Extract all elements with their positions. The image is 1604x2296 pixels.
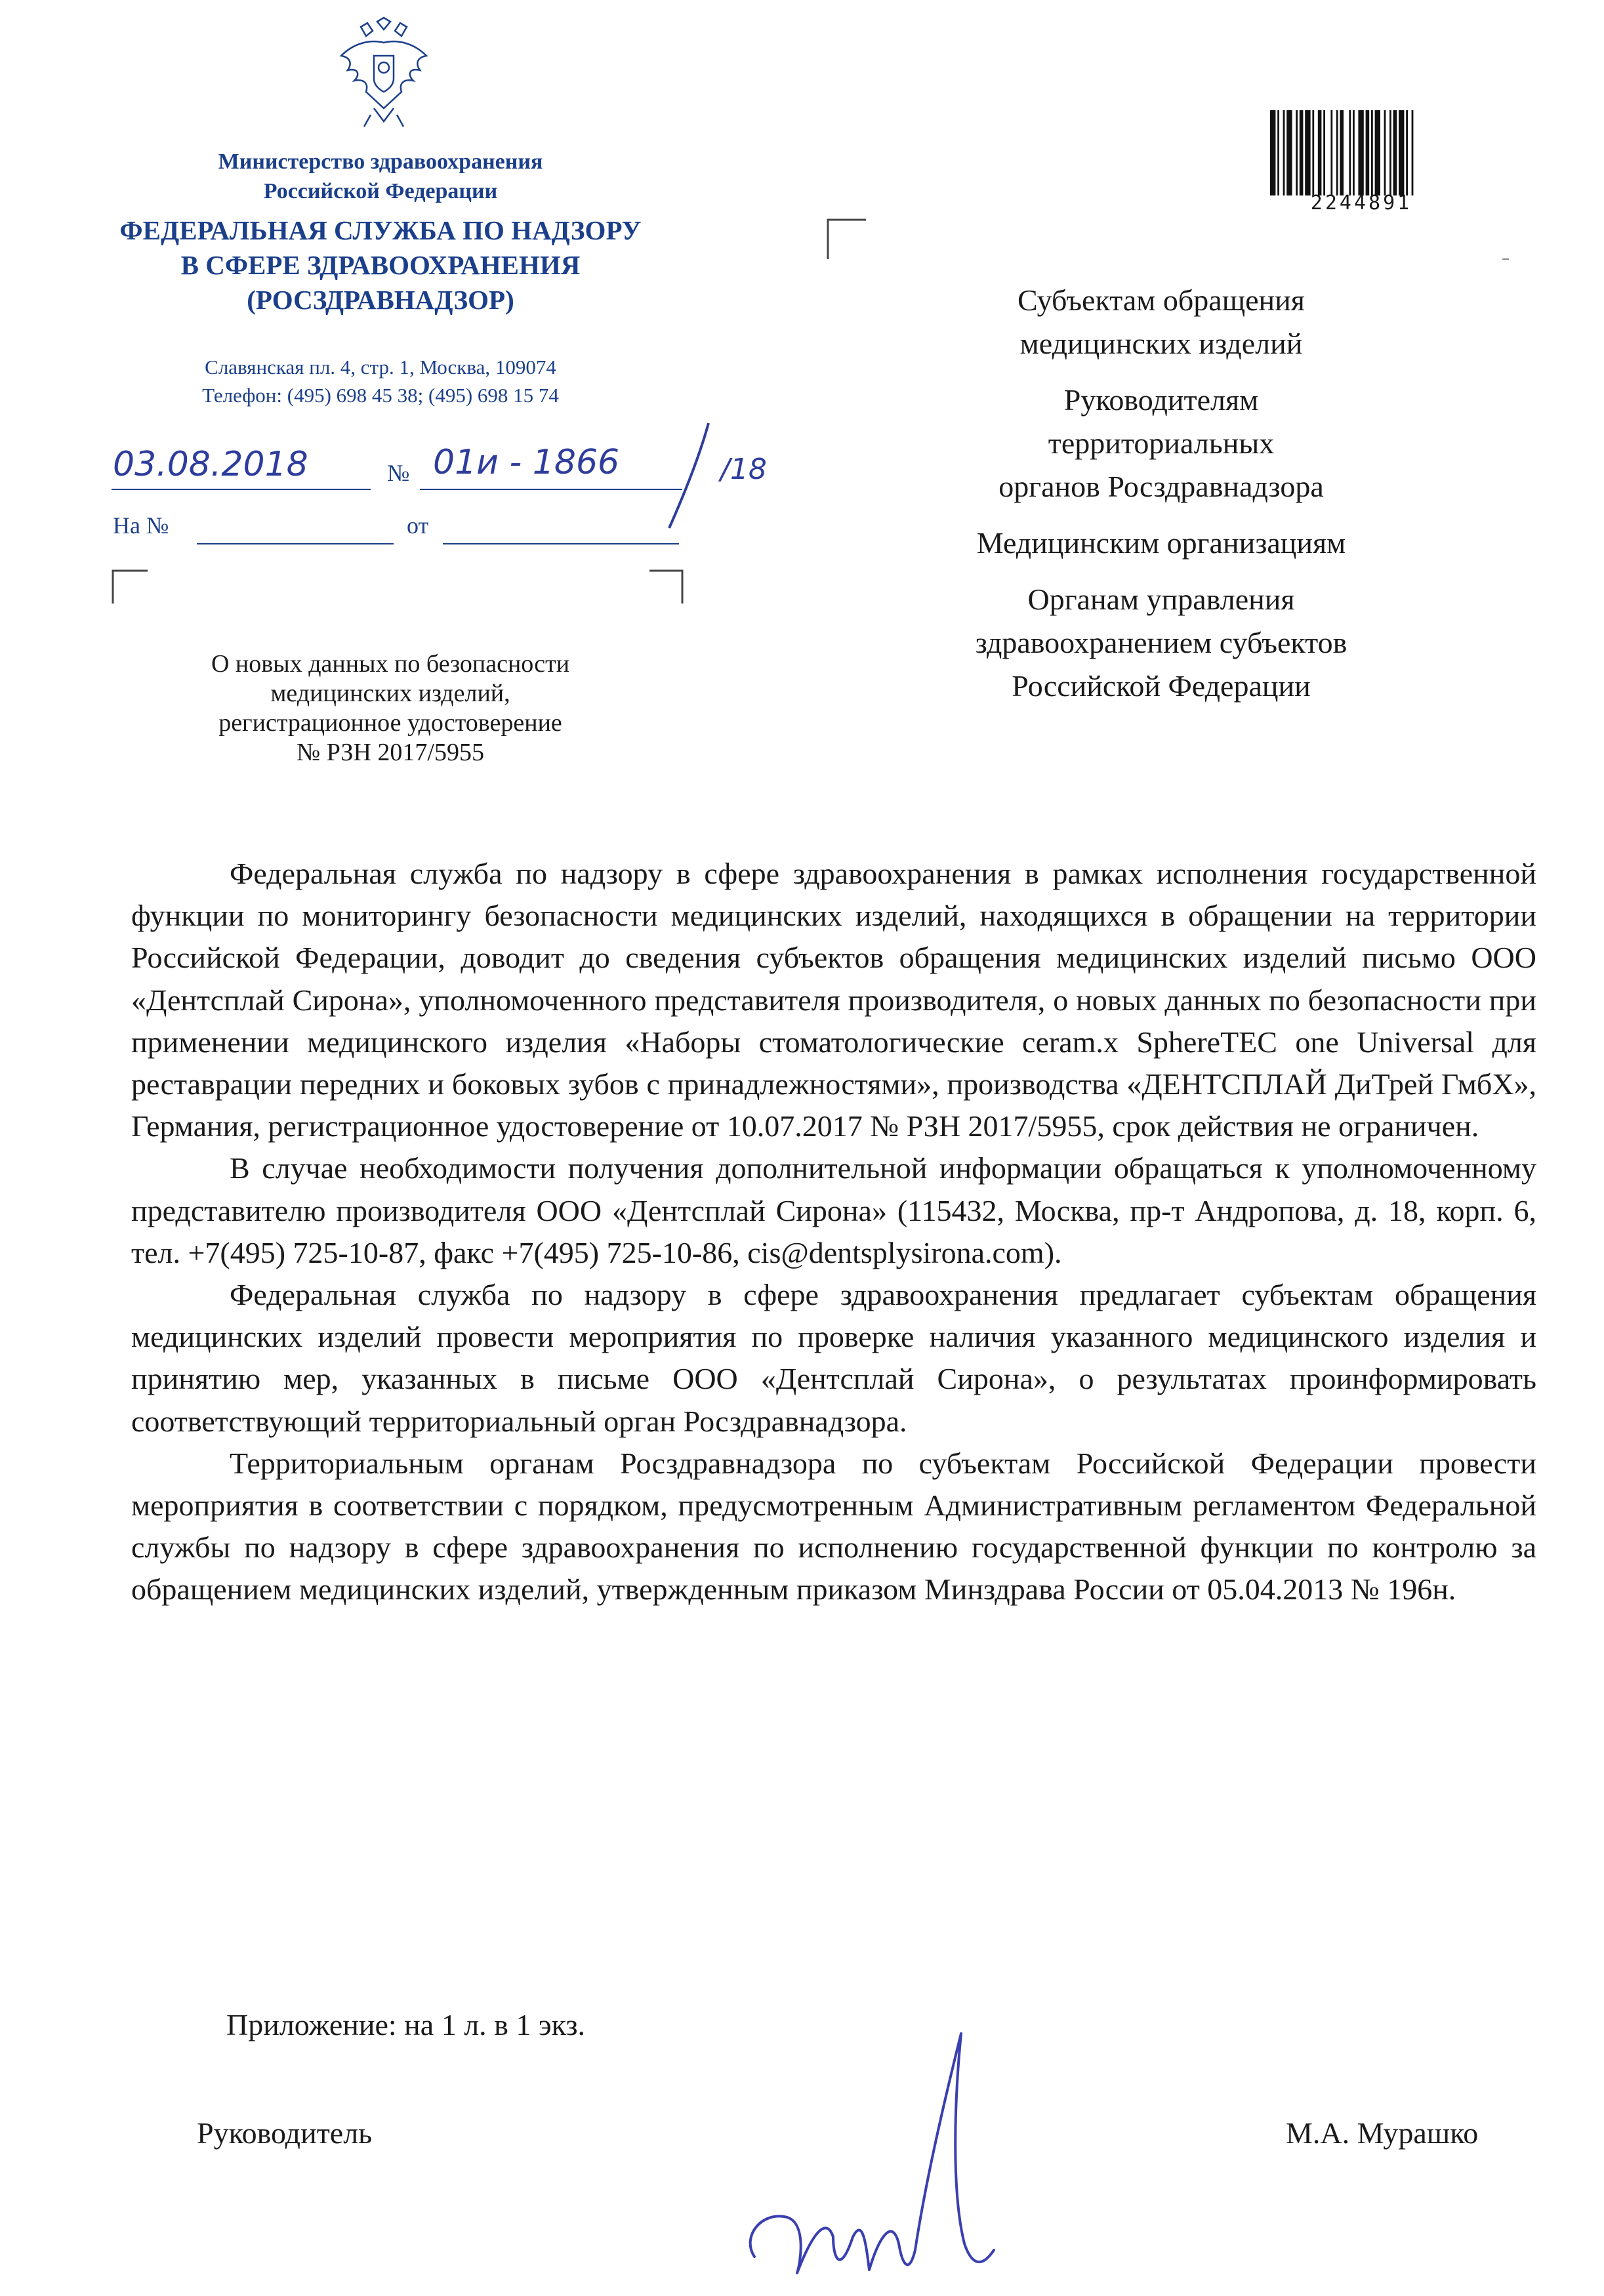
barcode-bar (1406, 110, 1408, 195)
barcode-bar (1389, 110, 1391, 195)
barcode-bar (1270, 110, 1275, 195)
subject-line3: регистрационное удостоверение (218, 709, 562, 737)
letterhead-phone: Телефон: (495) 698 45 38; (495) 698 15 74 (202, 384, 559, 407)
registration-number-label: № (387, 460, 410, 486)
addressees-block (853, 279, 1470, 721)
barcode-bar (1286, 110, 1292, 195)
body-paragraph-4: Территориальным органам Росздравнадзора по субъектам Российской Федерации провести мероприятия в соответствии с порядком, предусмотренным Административным регламентом Федеральной службы по надзору в сфере здравоохранения по исполнению государственной функции по контролю за обращением медицинских изделий, утвержденным приказом Минздрава России от 05.04.2013 № 196н. (131, 1446, 1536, 1607)
barcode-bar (1283, 110, 1285, 195)
barcode-bar (1277, 110, 1279, 195)
reference-number-line (197, 543, 394, 544)
addressee-line: территориальных (1048, 426, 1275, 460)
barcode-number: 2244891 (1310, 192, 1412, 215)
addressee-line: здравоохранением субъектов (975, 626, 1347, 659)
letterhead-address: Славянская пл. 4, стр. 1, Москва, 109074 (205, 356, 556, 379)
barcode-bar (1358, 110, 1363, 195)
addressee-line: медицинских изделий (1019, 327, 1303, 360)
addressee-line: Медицинским организациям (976, 526, 1346, 560)
registration-number: 01и - 1866 (433, 443, 620, 482)
ministry-name-line1: Министерство здравоохранения (218, 150, 543, 174)
barcode-bar (1323, 110, 1325, 195)
reference-from-label: от (407, 512, 429, 539)
barcode-bar (1353, 110, 1355, 195)
addressee-group-heads (853, 379, 1470, 508)
body-paragraph-3: Федеральная служба по надзору в сфере здравоохранения предлагает субъектам обращения медицинских изделий провести мероприятия по проверке наличия указанного медицинского изделия и принятию мер, указанных в письме ООО «Дентсплай Сирона», о результатах проинформировать соответствующий территориальный орган Росздравнадзора. (131, 1278, 1536, 1438)
service-name-line2: В СФЕРЕ ЗДРАВООХРАНЕНИЯ (180, 250, 581, 280)
reference-date-line (443, 543, 679, 544)
barcode-bar (1349, 110, 1351, 195)
letter-subject (118, 649, 663, 768)
barcode-bar (1384, 110, 1386, 195)
addressee-line: Органам управления (1027, 583, 1295, 616)
body-paragraph-2: В случае необходимости получения дополнительной информации обращаться к уполномоченному представителю производителя ООО «Дентсплай Сирона» (115432, Москва, пр-т Андропова, д. 18, корп. 6, тел. +7(495) 725-10-87, факс +7(495) 725-10-86, cis@dentsplysirona.com). (131, 1151, 1536, 1269)
barcode-bar (1305, 110, 1310, 195)
barcode-bar (1371, 110, 1373, 195)
subject-line1: О новых данных по безопасности (211, 650, 570, 678)
letter-body (131, 853, 1536, 1611)
subject-line2: медицинских изделий, (270, 680, 510, 707)
barcode-bar (1393, 110, 1397, 195)
registration-date: 03.08.2018 (113, 445, 308, 484)
addressee-line: Субъектам обращения (1018, 283, 1305, 317)
addressee-line: органов Росздравнадзора (998, 470, 1324, 503)
handwritten-signature-icon (735, 2020, 1010, 2296)
coat-of-arms-icon (335, 16, 433, 131)
signer-position: Руководитель (197, 2116, 373, 2150)
barcode (1270, 110, 1447, 195)
barcode-bar (1412, 110, 1414, 195)
subject-line4: № РЗН 2017/5955 (297, 739, 484, 766)
attachment-note: Приложение: на 1 л. в 1 экз. (226, 2008, 586, 2041)
date-underline (112, 489, 371, 490)
slash-stroke (663, 420, 715, 531)
signer-name: М.А. Мурашко (1286, 2116, 1479, 2150)
barcode-bar (1318, 110, 1322, 195)
barcode-bar (1375, 110, 1380, 195)
barcode-bar (1330, 110, 1332, 195)
ministry-name-line2: Российской Федерации (263, 179, 498, 203)
body-paragraph-1: Федеральная служба по надзору в сфере здравоохранения в рамках исполнения государственной функции по мониторингу безопасности медицинских изделий, находящихся в обращении на территории Российской Федерации, доводит до сведения субъектов обращения медицинских изделий письмо ООО «Дентсплай Сирона», уполномоченного представителя производителя, о новых данных по безопасности при применении медицинского изделия «Наборы стоматологические ceram.x SphereTEC one Universal для реставрации передних и боковых зубов с принадлежностями», производства «ДЕНТСПЛАЙ ДиТрей ГмбХ», Германия, регистрационное удостоверение от 10.07.2017 № РЗН 2017/5955, срок действия не ограничен. (131, 857, 1536, 1143)
barcode-bar (1340, 110, 1344, 195)
barcode-bar (1399, 110, 1404, 195)
barcode-bar (1312, 110, 1314, 195)
number-underline (420, 489, 682, 490)
addressee-line: Российской Федерации (1012, 669, 1311, 703)
service-name-line3: (РОСЗДРАВНАДЗОР) (247, 285, 514, 315)
addressee-line: Руководителям (1063, 383, 1259, 417)
barcode-bar (1366, 110, 1370, 195)
addressee-group-authorities (853, 578, 1470, 708)
barcode-bar (1336, 110, 1338, 195)
addressee-group-subjects (853, 279, 1470, 365)
service-name-line1: ФЕДЕРАЛЬНАЯ СЛУЖБА ПО НАДЗОРУ (119, 215, 642, 245)
reference-number-label: На № (113, 512, 169, 539)
addressee-group-medical (853, 522, 1470, 565)
barcode-bar (1300, 110, 1304, 195)
registration-year: /18 (720, 453, 767, 486)
barcode-bar (1296, 110, 1298, 195)
